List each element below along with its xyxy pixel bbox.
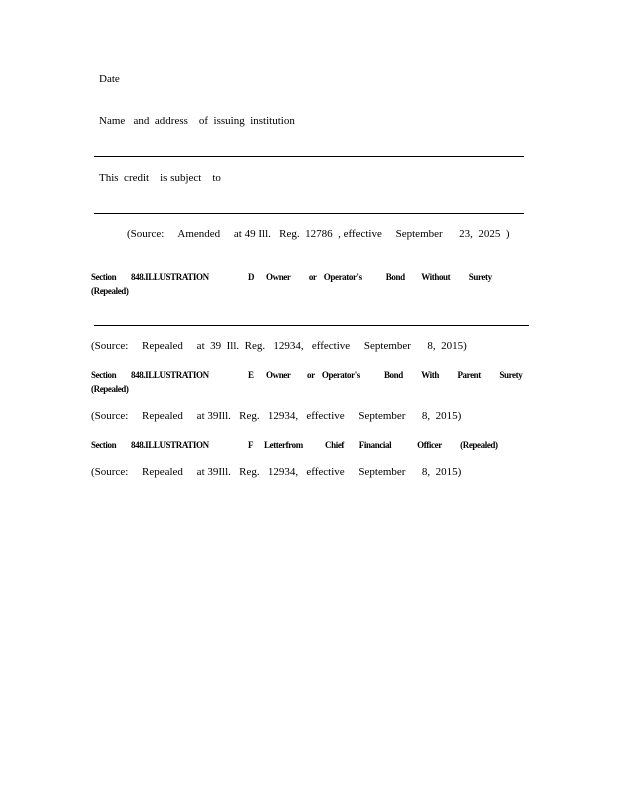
divider-line bbox=[94, 213, 524, 214]
section-repealed: (Repealed) bbox=[91, 286, 129, 296]
source-note-repealed: (Source: Repealed at 39Ill. Reg. 12934, effective September 8, 2015) bbox=[91, 410, 462, 422]
source-note-amended: (Source: Amended at 49 Ill. Reg. 12786 , effective September 23, 2025 ) bbox=[127, 228, 510, 240]
section-title: Owner or Operator's Bond Without Surety bbox=[266, 272, 492, 282]
divider-line bbox=[94, 325, 529, 326]
source-note-repealed: (Source: Repealed at 39Ill. Reg. 12934, effective September 8, 2015) bbox=[91, 466, 462, 478]
section-repealed: (Repealed) bbox=[91, 384, 129, 394]
section-number: 848.ILLUSTRATION bbox=[131, 272, 209, 282]
section-label: Section bbox=[91, 370, 117, 380]
divider-line bbox=[94, 156, 524, 157]
section-letter: F bbox=[248, 440, 254, 450]
section-title: Letterfrom Chief Financial Officer (Repealed) bbox=[264, 440, 498, 450]
section-label: Section bbox=[91, 272, 117, 282]
section-letter: D bbox=[248, 272, 255, 282]
section-number: 848.ILLUSTRATION bbox=[131, 370, 209, 380]
date-label: Date bbox=[99, 73, 120, 85]
credit-subject-label: This credit is subject to bbox=[99, 172, 221, 184]
source-note-repealed: (Source: Repealed at 39 Ill. Reg. 12934, effective September 8, 2015) bbox=[91, 340, 467, 352]
section-number: 848.ILLUSTRATION bbox=[131, 440, 209, 450]
issuing-institution-label: Name and address of issuing institution bbox=[99, 115, 295, 127]
section-letter: E bbox=[248, 370, 254, 380]
section-label: Section bbox=[91, 440, 117, 450]
section-title: Owner or Operator's Bond With Parent Surety bbox=[266, 370, 523, 380]
